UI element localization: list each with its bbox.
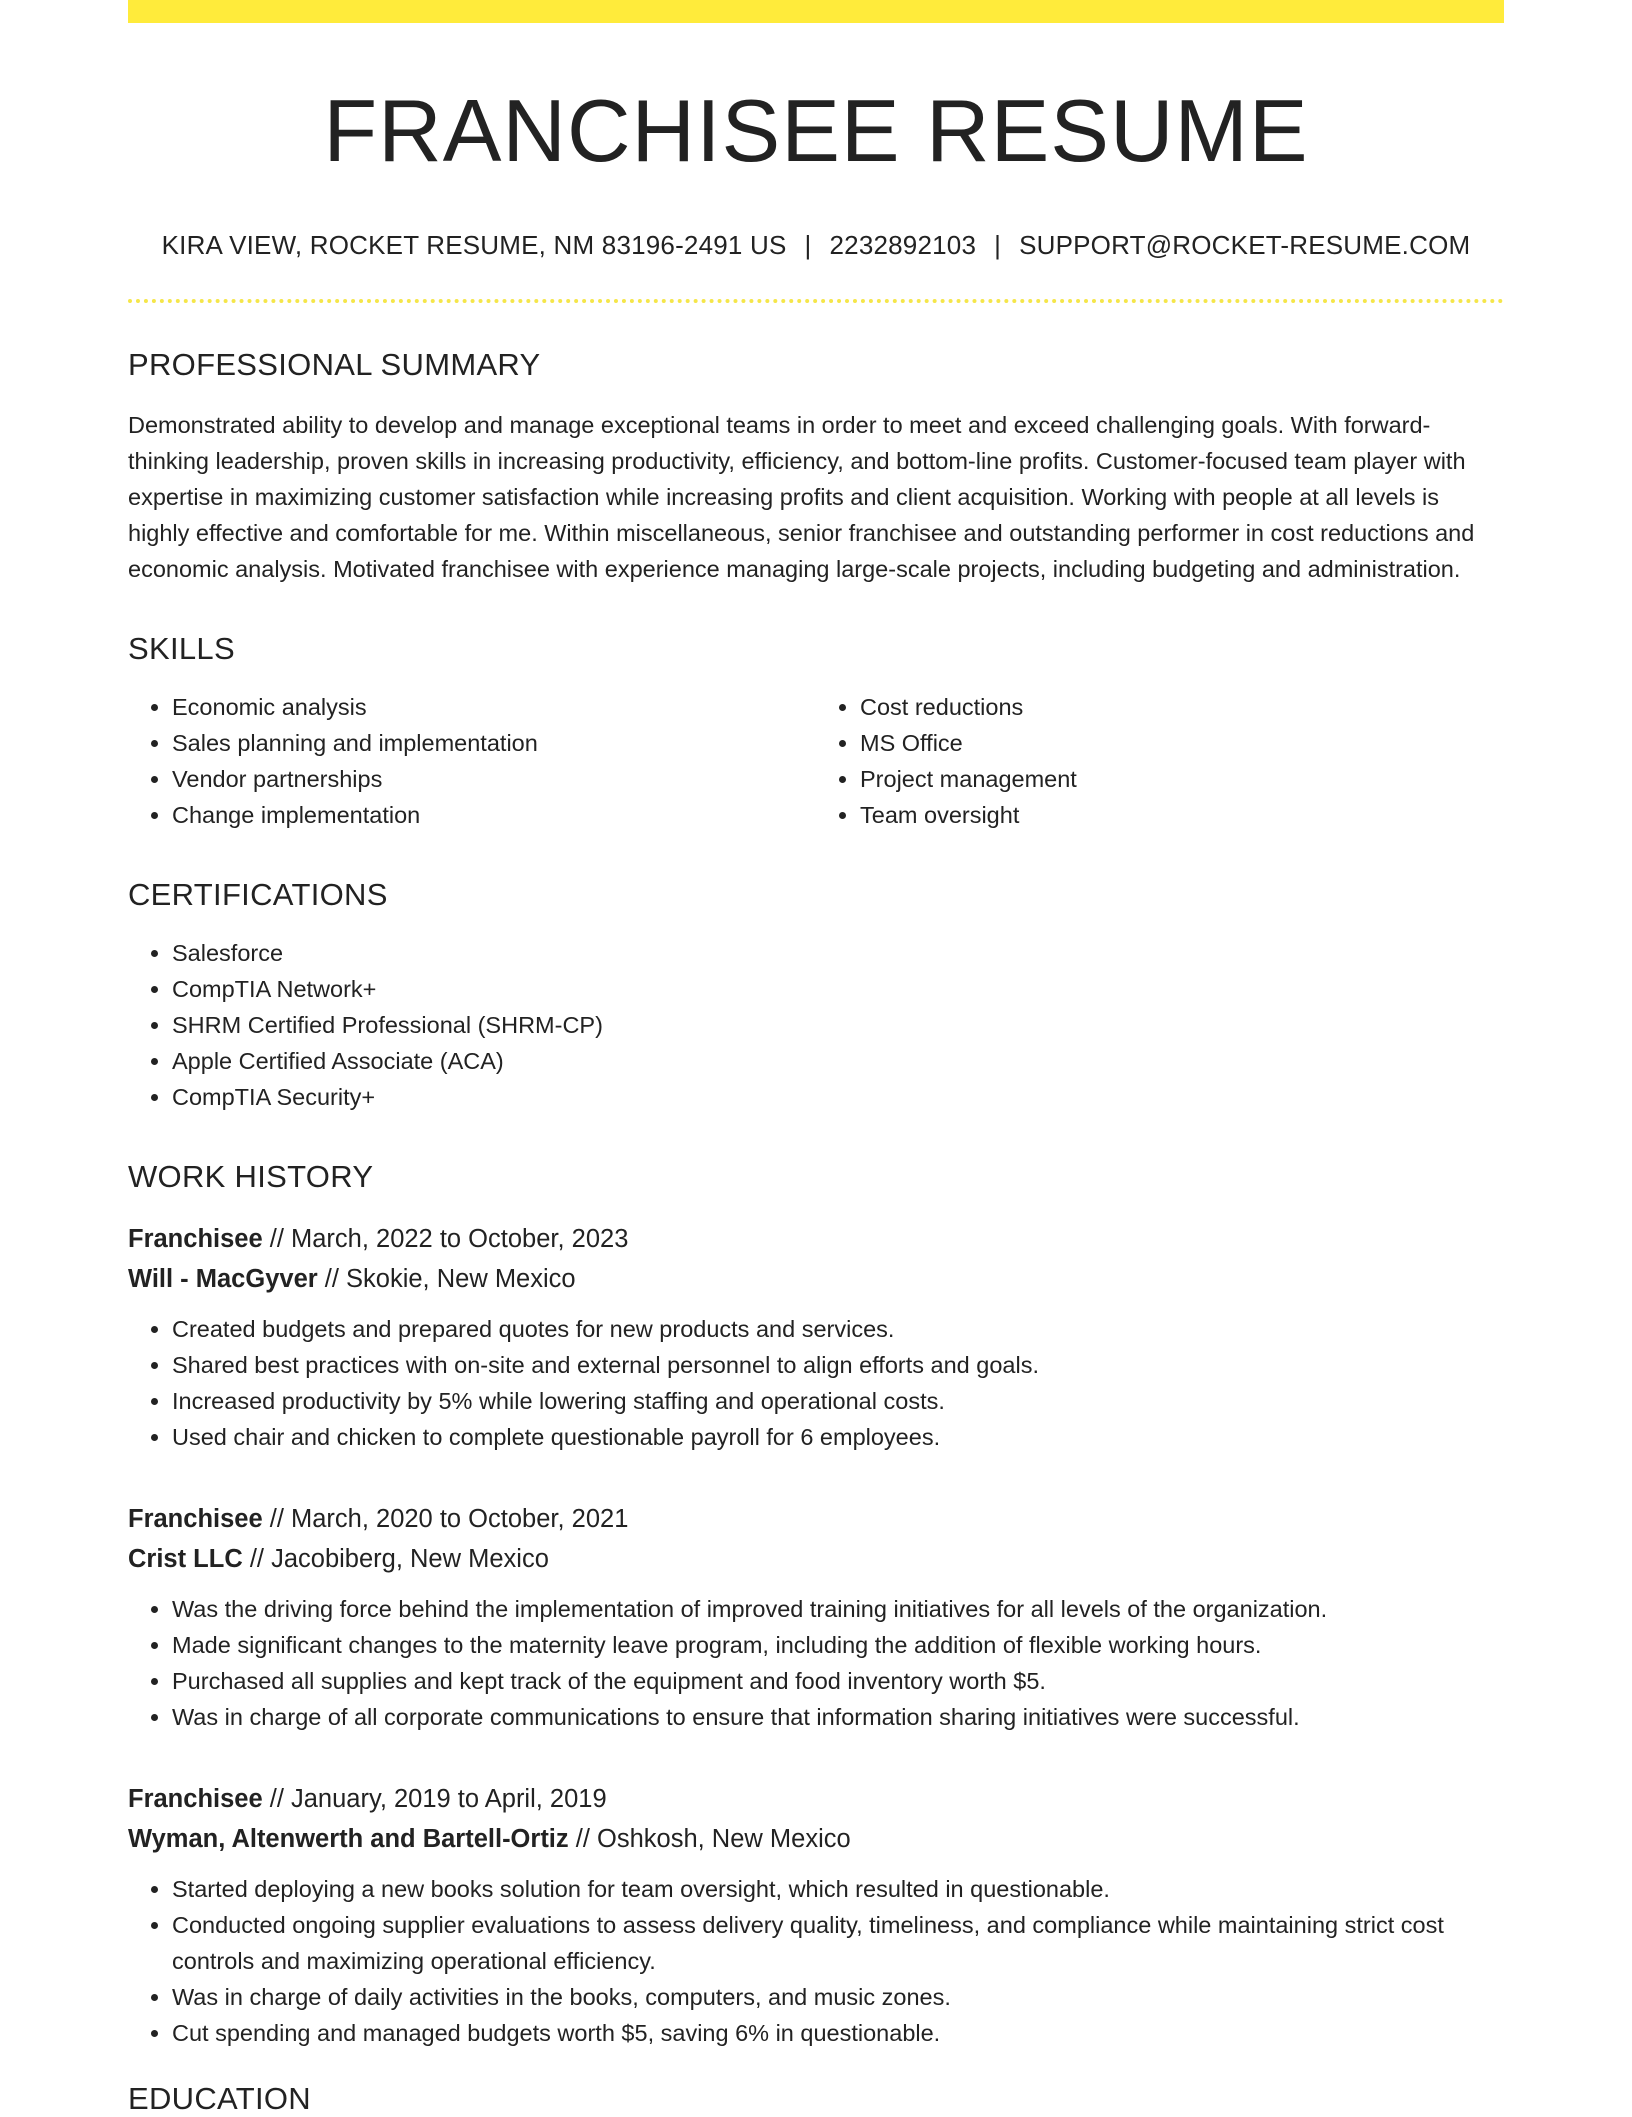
certification-item: • Salesforce xyxy=(172,935,1504,971)
job-bullet: • Cut spending and managed budgets worth $5, saving 6% in questionable. xyxy=(172,2015,1504,2051)
certifications-list xyxy=(128,935,1504,1115)
contact-email: SUPPORT@ROCKET-RESUME.COM xyxy=(1019,229,1471,260)
skills-grid xyxy=(128,689,1504,833)
job-bullet: • Purchased all supplies and kept track of the equipment and food inventory worth $5. xyxy=(172,1663,1504,1699)
job-bullet: • Was in charge of daily activities in the books, computers, and music zones. xyxy=(172,1979,1504,2015)
job-entry xyxy=(128,1499,1504,1735)
section-heading-certifications: CERTIFICATIONS xyxy=(128,876,388,912)
job-title: Franchisee xyxy=(128,1224,263,1253)
job-bullet: • Conducted ongoing supplier evaluations to assess delivery quality, timeliness, and compliance while maintaining strict cost controls and maximizing operational efficiency. xyxy=(172,1907,1504,1979)
section-heading-summary: PROFESSIONAL SUMMARY xyxy=(128,346,541,382)
skill-item: • Cost reductions xyxy=(860,689,1504,725)
accent-top-bar xyxy=(128,0,1504,23)
job-location: // Jacobiberg, New Mexico xyxy=(242,1544,549,1573)
job-location: // Oshkosh, New Mexico xyxy=(568,1824,851,1853)
contact-phone: 2232892103 xyxy=(829,229,977,260)
skill-item: • Change implementation xyxy=(172,797,816,833)
job-company: Will - MacGyver xyxy=(128,1264,318,1293)
job-bullet: • Increased productivity by 5% while lowering staffing and operational costs. xyxy=(172,1383,1504,1419)
page-title: FRANCHISEE RESUME xyxy=(323,81,1309,180)
skills-column-right xyxy=(816,689,1504,833)
job-bullet: • Made significant changes to the maternity leave program, including the addition of flexible working hours. xyxy=(172,1627,1504,1663)
job-title-line xyxy=(128,1499,1504,1539)
contact-line xyxy=(128,230,1504,261)
job-company-line xyxy=(128,1819,1504,1859)
job-company: Crist LLC xyxy=(128,1544,243,1573)
job-location: // Skokie, New Mexico xyxy=(317,1264,576,1293)
skill-item: • Team oversight xyxy=(860,797,1504,833)
job-title-line xyxy=(128,1219,1504,1259)
job-title: Franchisee xyxy=(128,1504,263,1533)
contact-separator: | xyxy=(994,229,1002,260)
dotted-divider xyxy=(128,299,1504,303)
job-company-line xyxy=(128,1259,1504,1299)
job-entry xyxy=(128,1219,1504,1455)
certification-item: • CompTIA Security+ xyxy=(172,1079,1504,1115)
skills-column-left xyxy=(128,689,816,833)
summary-text: Demonstrated ability to develop and manage exceptional teams in order to meet and exceed challenging goals. With forward-thinking leadership, proven skills in increasing productivity, efficiency, and bottom-line profits. Customer-focused team player with expertise in maximizing customer satisfaction while increasing profits and client acquisition. Working with people at all levels is highly effective and comfortable for me. Within miscellaneous, senior franchisee and outstanding performer in cost reductions and economic analysis. Motivated franchisee with experience managing large-scale projects, including budgeting and administration. xyxy=(128,411,1475,582)
skill-item: • MS Office xyxy=(860,725,1504,761)
job-bullet: • Was in charge of all corporate communications to ensure that information sharing initiatives were successful. xyxy=(172,1699,1504,1735)
skill-item: • Vendor partnerships xyxy=(172,761,816,797)
job-bullet: • Used chair and chicken to complete questionable payroll for 6 employees. xyxy=(172,1419,1504,1455)
skill-item: • Economic analysis xyxy=(172,689,816,725)
contact-separator: | xyxy=(804,229,812,260)
job-company-line xyxy=(128,1539,1504,1579)
skill-item: • Project management xyxy=(860,761,1504,797)
job-bullets xyxy=(128,1311,1504,1455)
section-heading-work-history: WORK HISTORY xyxy=(128,1158,374,1194)
job-bullet: • Was the driving force behind the implementation of improved training initiatives for all levels of the organization. xyxy=(172,1591,1504,1627)
certification-item: • SHRM Certified Professional (SHRM-CP) xyxy=(172,1007,1504,1043)
job-title: Franchisee xyxy=(128,1784,263,1813)
job-bullet: • Started deploying a new books solution for team oversight, which resulted in questionable. xyxy=(172,1871,1504,1907)
job-dates: // January, 2019 to April, 2019 xyxy=(262,1784,607,1813)
section-heading-education: EDUCATION xyxy=(128,2080,311,2116)
skill-item: • Sales planning and implementation xyxy=(172,725,816,761)
job-title-line xyxy=(128,1779,1504,1819)
job-bullets xyxy=(128,1591,1504,1735)
job-bullets xyxy=(128,1871,1504,2051)
certification-item: • Apple Certified Associate (ACA) xyxy=(172,1043,1504,1079)
resume-page xyxy=(128,0,1504,2117)
job-dates: // March, 2020 to October, 2021 xyxy=(262,1504,629,1533)
job-dates: // March, 2022 to October, 2023 xyxy=(262,1224,629,1253)
job-bullet: • Created budgets and prepared quotes for new products and services. xyxy=(172,1311,1504,1347)
certification-item: • CompTIA Network+ xyxy=(172,971,1504,1007)
job-bullet: • Shared best practices with on-site and external personnel to align efforts and goals. xyxy=(172,1347,1504,1383)
contact-address: KIRA VIEW, ROCKET RESUME, NM 83196-2491 US xyxy=(161,229,787,260)
job-company: Wyman, Altenwerth and Bartell-Ortiz xyxy=(128,1824,569,1853)
section-heading-skills: SKILLS xyxy=(128,630,235,666)
job-entry xyxy=(128,1779,1504,2051)
